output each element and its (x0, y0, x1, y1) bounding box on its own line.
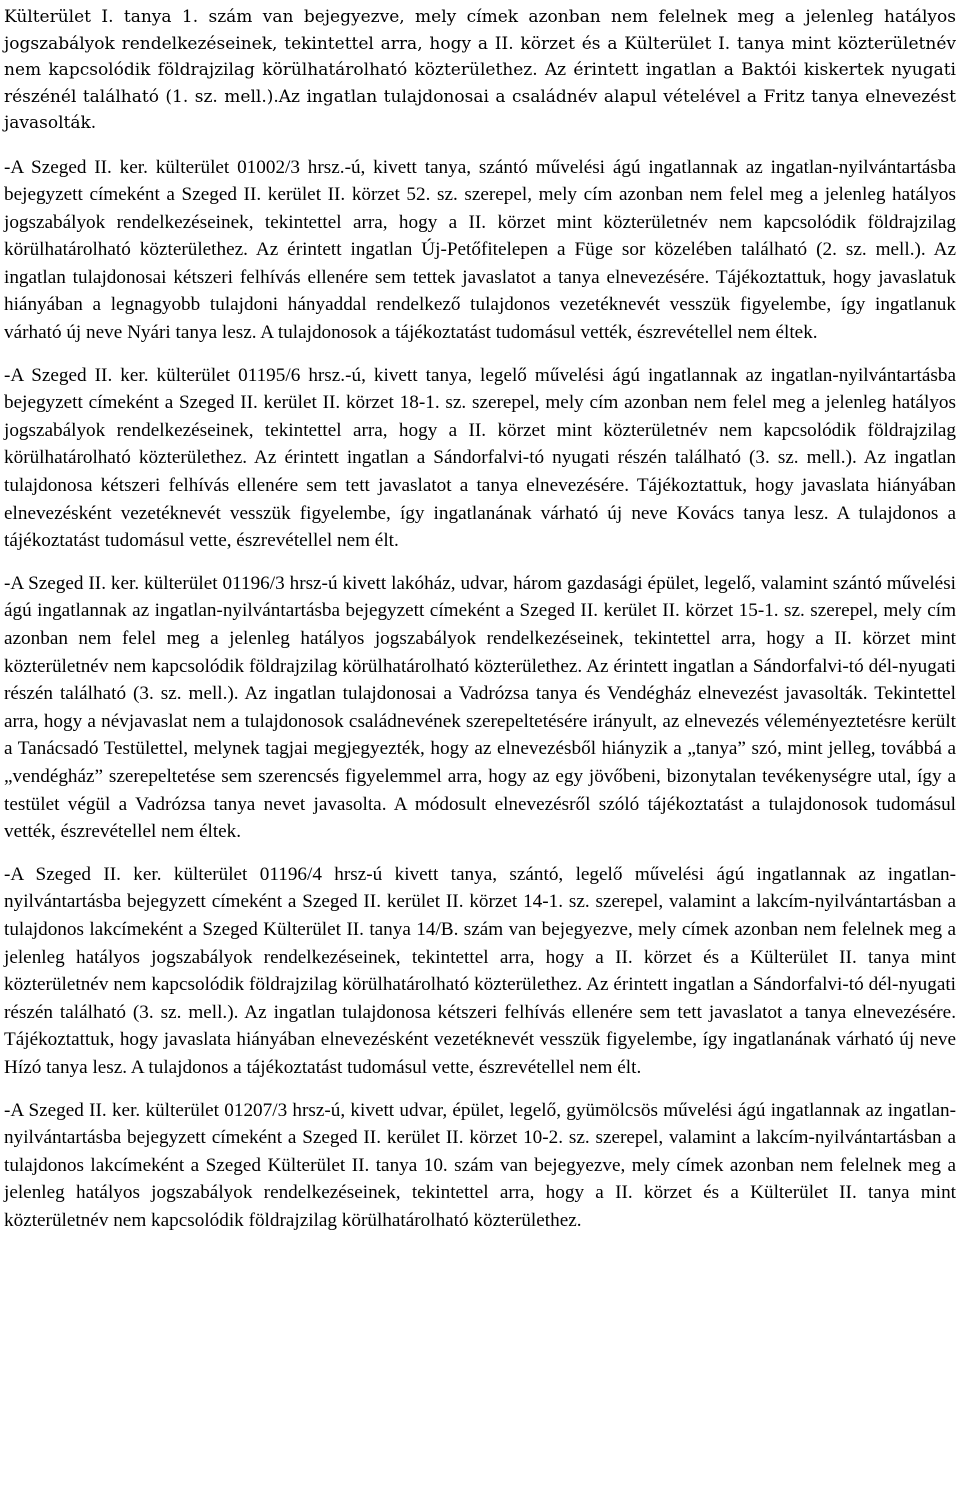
paragraph-01002-3: -A Szeged II. ker. külterület 01002/3 hrsz.-ú, kivett tanya, szántó művelési ágú ingatlannak az ingatlan-nyilvántartásba bejegyzett címeként a Szeged II. kerület II. körzet 52. sz. szerepel, mely cím azonban nem felel meg a jelenleg hatályos jogszabályok rendelkezéseinek, tekintettel arra, hogy a II. körzet mint közterületnév nem kapcsolódik földrajzilag körülhatárolható közterülethez. Az érintett ingatlan Új-Petőfitelepen a Füge sor közelében található (2. sz. mell.). Az ingatlan tulajdonosai kétszeri felhívás ellenére sem tettek javaslatot a tanya elnevezésére. Tájékoztattuk, hogy javaslatuk hiányában a legnagyobb tulajdoni hányaddal rendelkező tulajdonos vezetéknevét vesszük figyelembe, így ingatlanuk várható új neve Nyári tanya lesz. A tulajdonosok a tájékoztatást tudomásul vették, észrevétellel nem éltek. (4, 156, 956, 344)
paragraph-01195-6: -A Szeged II. ker. külterület 01195/6 hrsz.-ú, kivett tanya, legelő művelési ágú ingatlannak az ingatlan-nyilvántartásba bejegyzett címeként a Szeged II. kerület II. körzet 18-1. sz. szerepel, mely cím azonban nem felel meg a jelenleg hatályos jogszabályok rendelkezéseinek, tekintettel arra, hogy a II. körzet mint közterületnév nem kapcsolódik földrajzilag körülhatárolható közterülethez. Az érintett ingatlan a Sándorfalvi-tó nyugati részén található (3. sz. mell.). Az ingatlan tulajdonosa kétszeri felhívás ellenére sem tett javaslatot a tanya elnevezésére. Tájékoztattuk, hogy javaslata hiányában elnevezésként vezetéknevét vesszük figyelembe, így ingatlanának várható új neve Kovács tanya lesz. A tulajdonos a tájékoztatást tudomásul vette, észrevétellel nem élt. (4, 364, 956, 552)
paragraph-01196-4: -A Szeged II. ker. külterület 01196/4 hrsz-ú kivett tanya, szántó, legelő művelési ágú ingatlannak az ingatlan-nyilvántartásba bejegyzett címeként a Szeged II. kerület II. körzet 14-1. sz. szerepel, valamint a lakcím-nyilvántartásban a tulajdonos lakcímeként a Szeged Külterület II. tanya 14/B. szám van bejegyezve, mely címek azonban nem felelnek meg a jelenleg hatályos jogszabályok rendelkezéseinek, tekintettel arra, hogy a II. körzet és a Külterület II. tanya mint közterületnév nem kapcsolódik földrajzilag körülhatárolható közterülethez. Az érintett ingatlan a Sándorfalvi-tó dél-nyugati részén található (3. sz. mell.). Az ingatlan tulajdonosa kétszeri felhívás ellenére sem tett javaslatot a tanya elnevezésére. Tájékoztattuk, hogy javaslata hiányában elnevezésként vezetéknevét vesszük figyelembe, így ingatlanának várható új neve Hízó tanya lesz. A tulajdonos a tájékoztatást tudomásul vette, észrevétellel nem élt. (4, 863, 956, 1078)
paragraph-01196-3: -A Szeged II. ker. külterület 01196/3 hrsz-ú kivett lakóház, udvar, három gazdasági épület, legelő, valamint szántó művelési ágú ingatlannak az ingatlan-nyilvántartásba bejegyzett címeként a Szeged II. kerület II. körzet 15-1. sz. szerepel, mely cím azonban nem felel meg a jelenleg hatályos jogszabályok rendelkezéseinek, tekintettel arra, hogy a II. körzet mint közterületnév nem kapcsolódik földrajzilag körülhatárolható közterülethez. Az érintett ingatlan a Sándorfalvi-tó dél-nyugati részén található (3. sz. mell.). Az ingatlan tulajdonosai a Vadrózsa tanya és Vendégház elnevezést javasolták. Tekintettel arra, hogy a névjavaslat nem a tulajdonosok családnevének szerepeltetésére irányult, az elnevezés véleményeztetésre került a Tanácsadó Testülettel, melynek tagjai megjegyezték, hogy az elnevezésből hiányzik a „tanya” szó, mint jelleg, továbbá a „vendégház” szerepeltetése sem szerencsés figyelemmel arra, hogy az egy jövőbeni, bizonytalan tevékenységre utal, így a testület végül a Vadrózsa tanya nevet javasolta. A módosult elnevezésről szóló tájékoztatást a tulajdonosok tudomásul vették, észrevétellel nem éltek. (4, 572, 956, 843)
paragraph-01207-3: -A Szeged II. ker. külterület 01207/3 hrsz-ú, kivett udvar, épület, legelő, gyümölcsös művelési ágú ingatlannak az ingatlan-nyilvántartásba bejegyzett címeként a Szeged II. kerület II. körzet 10-2. sz. szerepel, valamint a lakcím-nyilvántartásban a tulajdonos lakcímeként a Szeged Külterület II. tanya 10. szám van bejegyezve, mely címek azonban nem felelnek meg a jelenleg hatályos jogszabályok rendelkezéseinek, tekintettel arra, hogy a II. körzet és a Külterület II. tanya mint közterületnév nem kapcsolódik földrajzilag körülhatárolható közterülethez. (4, 1099, 956, 1231)
paragraph-fritz-tanya: Külterület I. tanya 1. szám van bejegyezve, mely címek azonban nem felelnek meg a jelenleg hatályos jogszabályok rendelkezéseinek, tekintettel arra, hogy a II. körzet és a Külterület I. tanya mint közterületnév nem kapcsolódik földrajzilag körülhatárolható közterülethez. Az érintett ingatlan a Baktói kiskertek nyugati részénél található (1. sz. mell.).Az ingatlan tulajdonosai a családnév alapul vételével a Fritz tanya elnevezést javasolták. (4, 7, 956, 133)
